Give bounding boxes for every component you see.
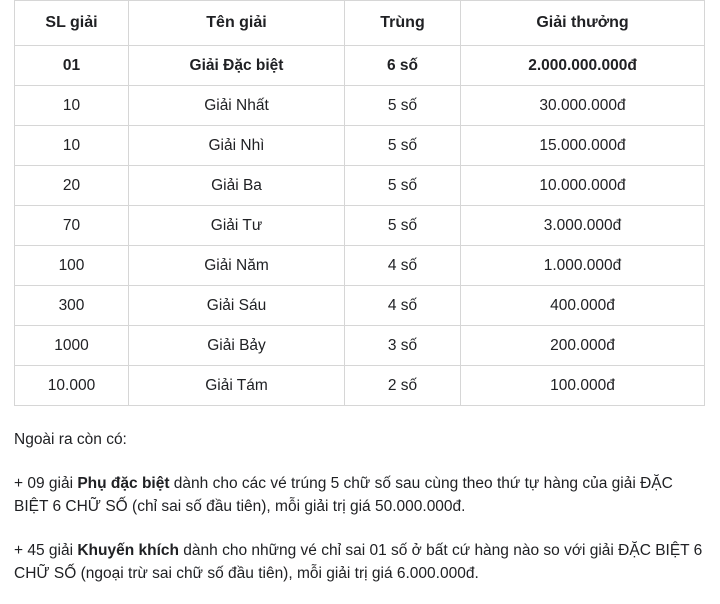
table-row (15, 286, 705, 326)
prize-amount: 400.000đ (461, 286, 705, 326)
prize-match: 4 số (345, 286, 461, 326)
prize-count: 1000 (15, 326, 129, 366)
table-row (15, 46, 705, 86)
prize-name: Giải Tư (129, 206, 345, 246)
prize-name: Giải Nhất (129, 86, 345, 126)
table-row (15, 86, 705, 126)
column-header-count: SL giải (15, 1, 129, 46)
prize-count: 100 (15, 246, 129, 286)
prize-name: Giải Ba (129, 166, 345, 206)
prize-match: 2 số (345, 366, 461, 406)
note-special-extra-bold: Phụ đặc biệt (77, 474, 170, 492)
column-header-name: Tên giải (129, 1, 345, 46)
prize-table (14, 0, 705, 406)
table-row (15, 246, 705, 286)
notes-intro: Ngoài ra còn có: (14, 431, 127, 448)
prize-match: 4 số (345, 246, 461, 286)
prize-count: 10.000 (15, 366, 129, 406)
note-special-extra-suffix: dành cho các vé trúng 5 chữ số sau cùng theo thứ tự hàng của giải ĐẶC BIỆT 6 CHỮ SỐ (chỉ sai số đầu tiên), mỗi giải trị giá 50.000.000đ. (14, 474, 673, 516)
table-row (15, 126, 705, 166)
prize-amount: 200.000đ (461, 326, 705, 366)
column-header-prize: Giải thưởng (461, 1, 705, 46)
prize-match: 5 số (345, 166, 461, 206)
prize-count: 300 (15, 286, 129, 326)
prize-amount: 10.000.000đ (461, 166, 705, 206)
note-consolation-bold: Khuyến khích (77, 541, 179, 559)
table-row (15, 326, 705, 366)
table-header-row (15, 1, 705, 46)
prize-match: 5 số (345, 86, 461, 126)
prize-name: Giải Đặc biệt (129, 46, 345, 86)
prize-count: 01 (15, 46, 129, 86)
table-row (15, 206, 705, 246)
table-header (15, 1, 705, 46)
note-special-extra (14, 472, 706, 519)
prize-match: 5 số (345, 126, 461, 166)
note-consolation (14, 539, 706, 586)
prize-count: 20 (15, 166, 129, 206)
prize-amount: 2.000.000.000đ (461, 46, 705, 86)
prize-match: 5 số (345, 206, 461, 246)
prize-amount: 3.000.000đ (461, 206, 705, 246)
prize-match: 3 số (345, 326, 461, 366)
prize-name: Giải Năm (129, 246, 345, 286)
note-special-extra-prefix: + 09 giải (14, 474, 78, 492)
prize-name: Giải Bảy (129, 326, 345, 366)
note-consolation-prefix: + 45 giải (14, 541, 78, 559)
column-header-match: Trùng (345, 1, 461, 46)
note-consolation-suffix: dành cho những vé chỉ sai 01 số ở bất cứ hàng nào so với giải ĐẶC BIỆT 6 CHỮ SỐ (ngoại trừ sai chữ số đầu tiên), mỗi giải trị giá 6.000.000đ. (14, 541, 703, 583)
prize-name: Giải Nhì (129, 126, 345, 166)
table-row (15, 166, 705, 206)
prize-amount: 100.000đ (461, 366, 705, 406)
prize-amount: 30.000.000đ (461, 86, 705, 126)
table-body (15, 46, 705, 406)
notes-section (0, 428, 720, 586)
prize-name: Giải Tám (129, 366, 345, 406)
table-row (15, 366, 705, 406)
prize-count: 70 (15, 206, 129, 246)
prize-count: 10 (15, 86, 129, 126)
prize-count: 10 (15, 126, 129, 166)
prize-amount: 1.000.000đ (461, 246, 705, 286)
prize-match: 6 số (345, 46, 461, 86)
prize-name: Giải Sáu (129, 286, 345, 326)
prize-amount: 15.000.000đ (461, 126, 705, 166)
